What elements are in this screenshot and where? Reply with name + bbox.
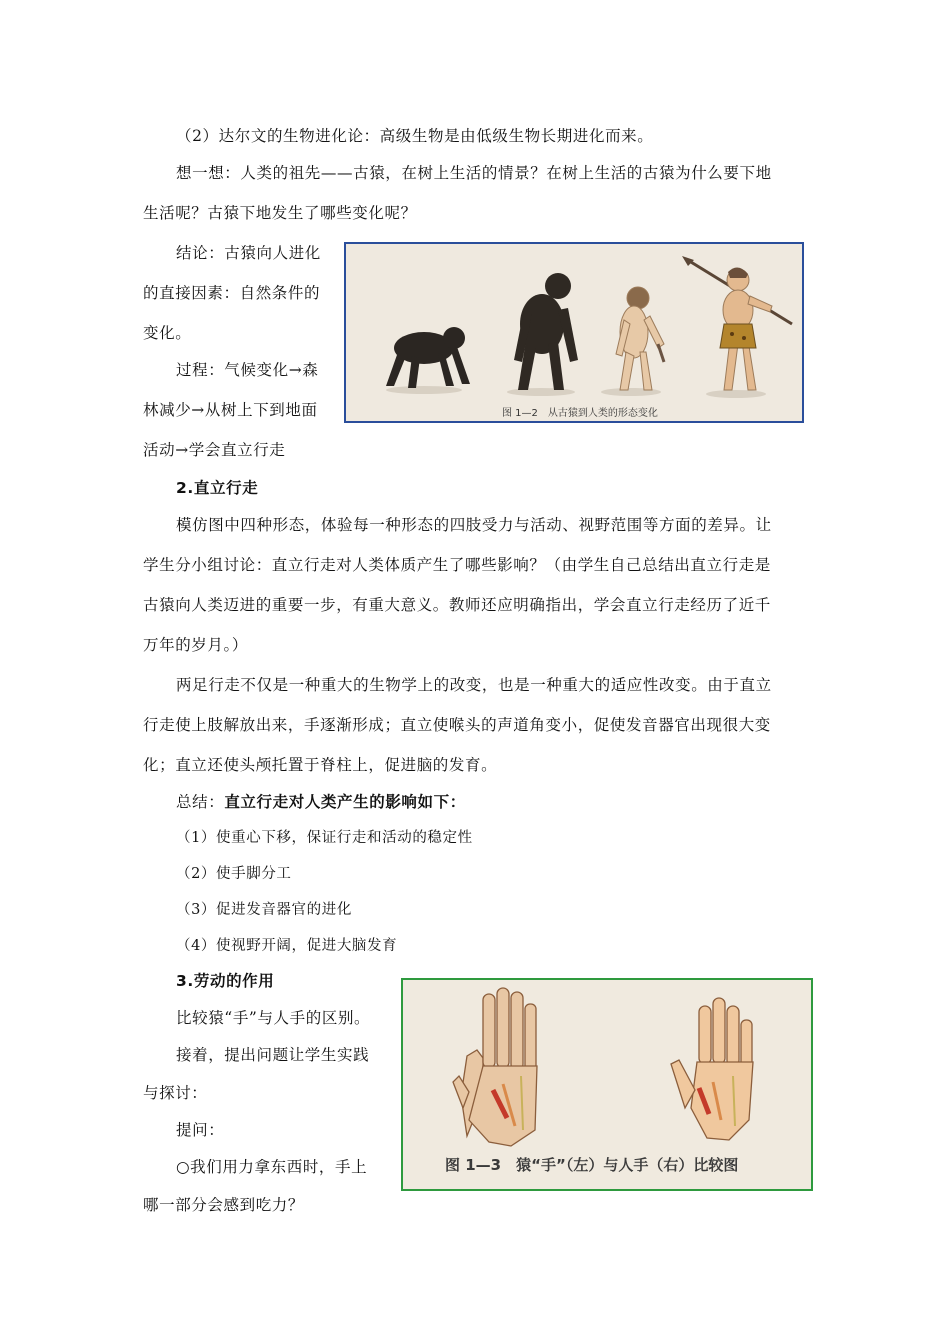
think-line-1: 想一想：人类的祖先——古猿，在树上生活的情景？在树上生活的古猿为什么要下地 bbox=[176, 164, 772, 182]
process-line-3: 活动→学会直立行走 bbox=[143, 441, 286, 459]
paragraph2-line-1: 两足行走不仅是一种重大的生物学上的改变，也是一种重大的适应性改变。由于直立 bbox=[176, 676, 772, 694]
section2-heading: 2.直立行走 bbox=[176, 479, 259, 497]
conclusion-line-2: 的直接因素：自然条件的 bbox=[143, 284, 321, 302]
paragraph1-line-4: 万年的岁月。） bbox=[143, 636, 248, 654]
think-line-2: 生活呢？古猿下地发生了哪些变化呢？ bbox=[143, 204, 417, 222]
ask-label: 提问： bbox=[176, 1121, 225, 1139]
figure2-caption: 图 1—3 猿“手”（左）与人手（右）比较图 bbox=[445, 1156, 739, 1174]
effect-item-2: （2）使手脚分工 bbox=[176, 866, 292, 882]
effect-item-4: （4）使视野开阔，促进大脑发育 bbox=[176, 938, 398, 954]
compare-hands: 比较猿“手”与人手的区别。 bbox=[176, 1009, 371, 1027]
paragraph1-line-1: 模仿图中四种形态，体验每一种形态的四肢受力与活动、视野范围等方面的差异。让 bbox=[176, 516, 772, 534]
question-line-2: 哪一部分会感到吃力？ bbox=[143, 1196, 305, 1214]
next-line-2: 与探讨： bbox=[143, 1084, 208, 1102]
summary-prefix: 总结： bbox=[176, 793, 225, 811]
evolution-illustration bbox=[346, 244, 802, 421]
paragraph2-line-2: 行走使上肢解放出来，手逐渐形成；直立使喉头的声道角变小，促使发音器官出现很大变 bbox=[143, 716, 771, 734]
question-line-1: ○我们用力拿东西时，手上 bbox=[176, 1158, 368, 1176]
section3-heading: 3.劳动的作用 bbox=[176, 972, 275, 990]
effect-item-1: （1）使重心下移，保证行走和活动的稳定性 bbox=[176, 830, 473, 846]
paragraph1-line-2: 学生分小组讨论：直立行走对人类体质产生了哪些影响？（由学生自己总结出直立行走是 bbox=[143, 556, 771, 574]
conclusion-line-1: 结论：古猿向人进化 bbox=[176, 244, 321, 262]
evolution-figure bbox=[344, 242, 804, 423]
process-line-2: 林减少→从树上下到地面 bbox=[143, 401, 318, 419]
process-line-1: 过程：气候变化→森 bbox=[176, 361, 319, 379]
effect-item-3: （3）促进发音器官的进化 bbox=[176, 902, 352, 918]
conclusion-line-3: 变化。 bbox=[143, 324, 192, 342]
summary bbox=[176, 792, 466, 812]
hands-figure bbox=[401, 978, 813, 1191]
next-line-1: 接着，提出问题让学生实践 bbox=[176, 1046, 370, 1064]
darwin-theory: （2）达尔文的生物进化论：高级生物是由低级生物长期进化而来。 bbox=[176, 127, 654, 145]
summary-bold: 直立行走对人类产生的影响如下： bbox=[224, 793, 466, 811]
paragraph1-line-3: 古猿向人类迈进的重要一步，有重大意义。教师还应明确指出，学会直立行走经历了近千 bbox=[143, 596, 771, 614]
figure1-caption: 图 1—2 从古猿到人类的形态变化 bbox=[502, 408, 658, 419]
paragraph2-line-3: 化；直立还使头颅托置于脊柱上，促进脑的发育。 bbox=[143, 756, 498, 774]
